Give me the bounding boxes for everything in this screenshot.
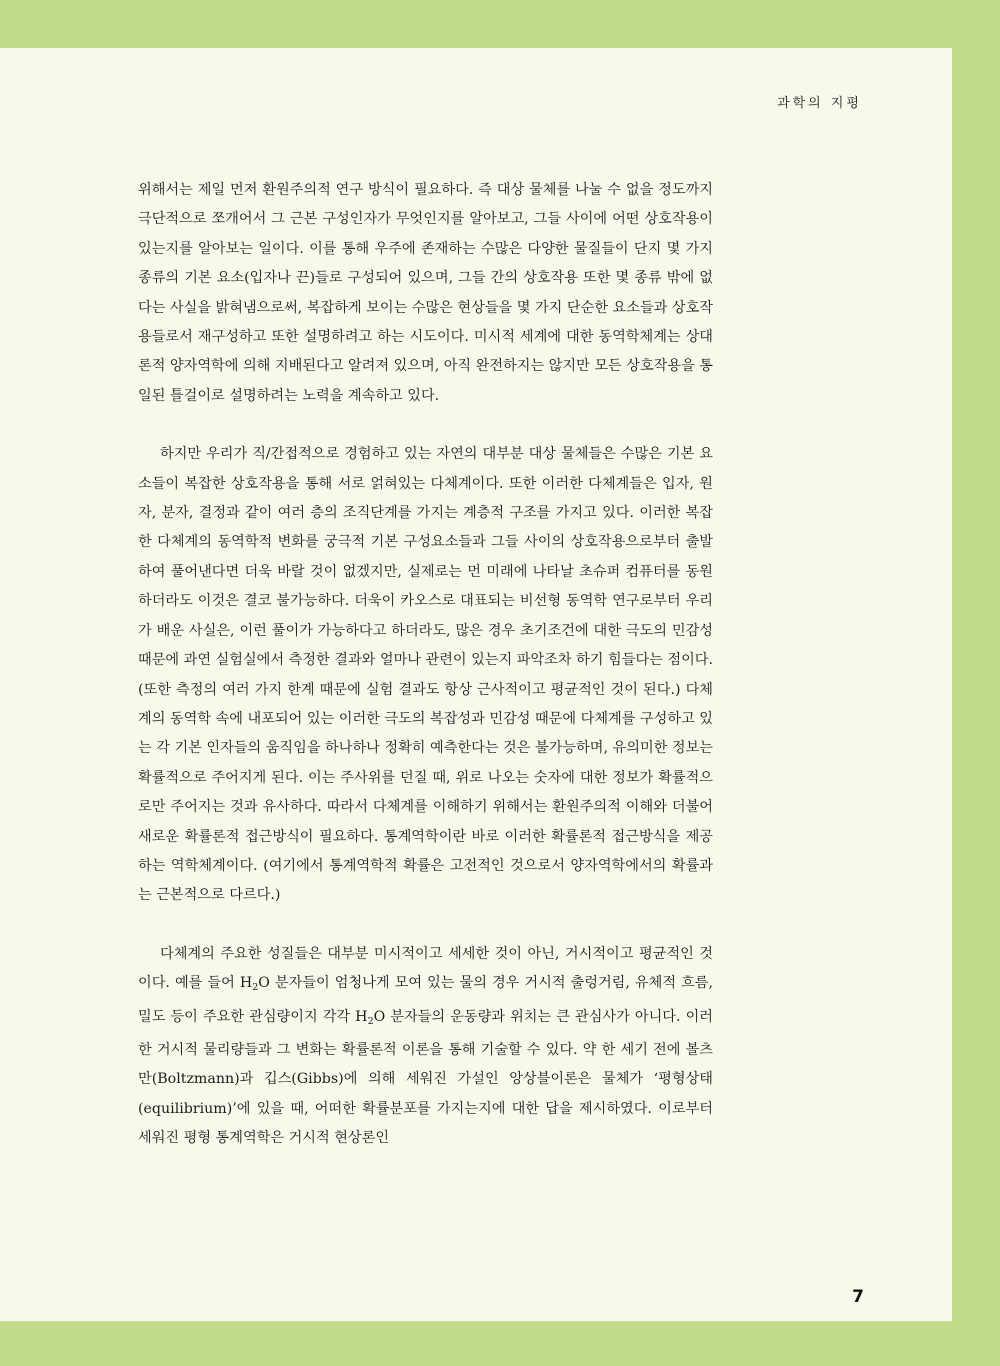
body-text bbox=[138, 176, 713, 1154]
paragraph-3 bbox=[138, 940, 713, 1154]
paragraph-2: 하지만 우리가 직/간접적으로 경험하고 있는 자연의 대부분 대상 물체들은 수많은 기본 요소들이 복잡한 상호작용을 통해 서로 얽혀있는 다체계이다. 또한 이러한 다체계들은 입자, 원자, 분자, 결정과 같이 여러 층의 조직단계를 가지는 계층적 구조를 가지고 있다. 이러한 복잡한 다체계의 동역학적 변화를 궁극적 기본 구성요소들과 그들 사이의 상호작용으로부터 출발하여 풀어낸다면 더욱 바랄 것이 없겠지만, 실제로는 먼 미래에 나타날 초슈퍼 컴퓨터를 동원하더라도 이것은 결코 불가능하다. 더욱이 카오스로 대표되는 비선형 동역학 연구로부터 우리가 배운 사실은, 이런 풀이가 가능하다고 하더라도, 많은 경우 초기조건에 대한 극도의 민감성 때문에 과연 실험실에서 측정한 결과와 얼마나 관련이 있는지 파악조차 하기 힘들다는 점이다. (또한 측정의 여러 가지 한계 때문에 실험 결과도 항상 근사적이고 평균적인 것이 된다.) 다체계의 동역학 속에 내포되어 있는 이러한 극도의 복잡성과 민감성 때문에 다체계를 구성하고 있는 각 기본 인자들의 움직임을 하나하나 정확히 예측한다는 것은 불가능하며, 유의미한 정보는 확률적으로 주어지게 된다. 이는 주사위를 던질 때, 위로 나오는 숫자에 대한 정보가 확률적으로만 주어지는 것과 유사하다. 따라서 다체계를 이해하기 위해서는 환원주의적 이해와 더불어 새로운 확률론적 접근방식이 필요하다. 통계역학이란 바로 이러한 확률론적 접근방식을 제공하는 역학체계이다. (여기에서 통계역학적 확률은 고전적인 것으로서 양자역학에서의 확률과는 근본적으로 다르다.) bbox=[138, 446, 713, 904]
paragraph-3-part-3: O 분자들의 운동량과 위치는 큰 관심사가 아니다. 이러한 거시적 물리량들과 그 변화는 확률론적 이론을 통해 기술할 수 있다. 약 한 세기 전에 볼츠만(Boltzmann)과 깁스(Gibbs)에 의해 세워진 가설인 앙상블이론은 물체가 ‘평형상태(equilibrium)’에 있을 때, 어떠한 확률분포를 가지는지에 대한 답을 제시하였다. 이로부터 세워진 평형 통계역학은 거시적 현상론인 bbox=[138, 1008, 713, 1147]
page-number: 7 bbox=[852, 1287, 864, 1307]
paragraph-gap bbox=[138, 911, 713, 940]
subscript-2: 2 bbox=[367, 1015, 374, 1027]
paragraph-3-part-1: 다체계의 주요한 성질들은 대부분 미시적이고 세세한 것이 아닌, 거시적이고 평균적인 것이다. 예를 들어 H bbox=[138, 945, 713, 992]
paragraph-gap bbox=[138, 411, 713, 440]
page-sheet bbox=[0, 48, 952, 1321]
paragraph-1: 위해서는 제일 먼저 환원주의적 연구 방식이 필요하다. 즉 대상 물체를 나눌 수 없을 정도까지 극단적으로 쪼개어서 그 근본 구성인자가 무엇인지를 알아보고, 그들 사이에 어떤 상호작용이 있는지를 알아보는 일이다. 이를 통해 우주에 존재하는 수많은 다양한 물질들이 단지 몇 가지 종류의 기본 요소(입자나 끈)들로 구성되어 있으며, 그들 간의 상호작용 또한 몇 종류 밖에 없다는 사실을 밝혀냄으로써, 복잡하게 보이는 수많은 현상들을 몇 가지 단순한 요소들과 상호작용들로서 재구성하고 또한 설명하려고 하는 시도이다. 미시적 세계에 대한 동역학체계는 상대론적 양자역학에 의해 지배된다고 알려져 있으며, 아직 완전하지는 않지만 모든 상호작용을 통일된 틀걸이로 설명하려는 노력을 계속하고 있다. bbox=[138, 182, 713, 404]
running-header: 과학의 지평 bbox=[777, 96, 862, 111]
paragraph-3-part-2: O 분자들이 엄청나게 모여 있는 물의 경우 거시적 출렁거림, 유체적 흐름, 밀도 등이 주요한 관심량이지 각각 H bbox=[138, 975, 713, 1025]
subscript-2: 2 bbox=[252, 982, 259, 994]
